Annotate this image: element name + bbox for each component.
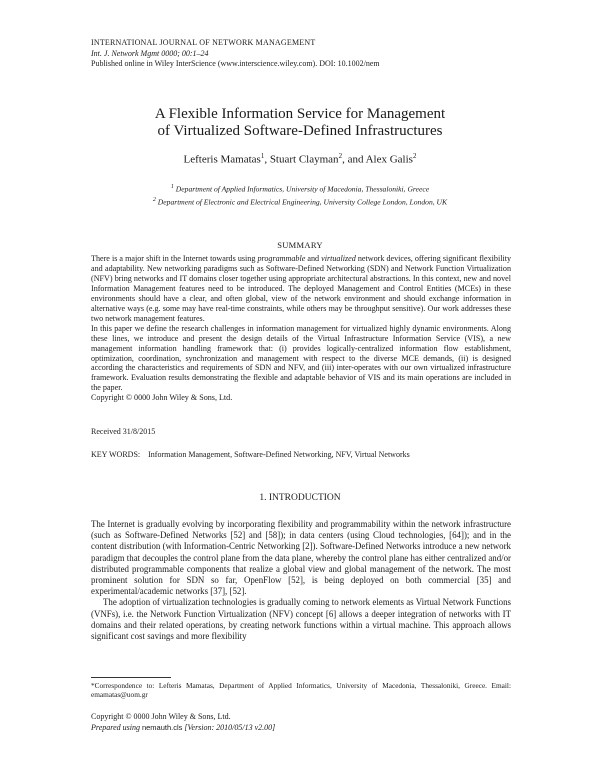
author-affil-mark: 2 (412, 152, 417, 160)
affiliations (0, 182, 600, 207)
body-paragraph-2: The adoption of virtualization technologies is gradually coming to network elements as Virtual Network Functions (VNFs), i.e. the Network Function Virtualization (NFV) concept [6] allows a deeper integration of networks with IT domains and their related operations, by creating network functions within a virtual machine. This approach allows significant cost savings and more flexibility (91, 597, 511, 642)
journal-citation: Int. J. Network Mgmt 0000; 00:1–24 (91, 48, 209, 58)
affiliation-2: $^2$ Department of Electronic and Electrical Engineering, University College London, London, UK (152, 196, 448, 207)
summary-heading: SUMMARY (277, 240, 323, 250)
author-affil-mark: 1 (260, 152, 265, 160)
keywords-value: Information Management, Software-Defined Networking, NFV, Virtual Networks (148, 450, 410, 459)
abstract-paragraph-1: There is a major shift in the Internet towards using programmable and virtualized network devices, offering significant flexibility and adaptability. New networking paradigms such as Software-Defined Networking (SDN) and Network Function Virtualization (NFV) bring networks and IT domains closer together using appropriate architectural abstractions. In this context, new and novel Information Management features need to be introduced. The deployed Management and Control Entities (MCEs) in these environments should have a clear, and often global, view of the network environment and should exchange information in alternative ways (e.g. some may have real-time constraints, while others may be throughput sensitive). Our work addresses these two network management features. (91, 254, 511, 323)
keywords-label: KEY WORDS: (91, 450, 141, 459)
page-footer (91, 712, 275, 733)
journal-header (91, 38, 380, 70)
abstract (91, 254, 511, 403)
footer-copyright: Copyright © 0000 John Wiley & Sons, Ltd. (91, 712, 231, 721)
publication-info: Published online in Wiley InterScience (www.interscience.wiley.com). DOI: 10.1002/nem (91, 59, 380, 68)
journal-name: INTERNATIONAL JOURNAL OF NETWORK MANAGEMENT (91, 38, 316, 47)
author-name: Stuart Clayman (269, 153, 339, 166)
paper-title (0, 106, 600, 140)
author-separator: , (264, 153, 270, 166)
section-heading-introduction: 1. INTRODUCTION (259, 493, 341, 503)
footer-prepared-using: Prepared using nemauth.cls [Version: 2010/05/13 v2.00] (91, 722, 276, 732)
footnote-rule (91, 677, 171, 678)
title-line-1: A Flexible Information Service for Management (154, 106, 446, 122)
introduction-body (91, 519, 511, 642)
correspondence-footnote: *Correspondence to: Lefteris Mamatas, Department of Applied Informatics, University of Macedonia, Thessaloniki, Greece. Email: emamatas@uom.gr (91, 681, 511, 700)
author-separator: , and (342, 153, 366, 166)
received-date: Received 31/8/2015 (91, 427, 156, 436)
keywords (91, 450, 410, 459)
affiliation-1: $^1$ Department of Applied Informatics, University of Macedonia, Thessaloniki, Greece (170, 184, 430, 194)
author-affil-mark: 2 (338, 152, 343, 160)
body-paragraph-1: The Internet is gradually evolving by incorporating flexibility and programmability within the network infrastructure (such as Software-Defined Networks [52] and [58]); in data centers (using Cloud technologies, [64]); and in the content distribution (with Information-Centric Networking [2]). Software-Defined Networks introduce a new network paradigm that decouples the control plane from the data plane, whereby the control plane has either centralized and/or distributed programmable components that realize a global view and global management of the network. The most prominent solution for SDN so far, OpenFlow [52], is being deployed on both commercial [35] and experimental/academic networks [37], [52]. (91, 519, 511, 597)
abstract-copyright: Copyright © 0000 John Wiley & Sons, Ltd. (91, 393, 233, 403)
author-name: Alex Galis (365, 153, 413, 166)
abstract-paragraph-2: In this paper we define the research challenges in information management for virtualized highly dynamic environments. Along these lines, we introduce and present the design details of the Virtual Infrastructure Information Service (VIS), a new management information handling framework that: (i) provides logically-centralized information flow establishment, optimization, coordination, synchronization and management with respect to the diverse MCE demands, (ii) is designed according the characteristics and requirements of SDN and NFV, and (iii) inter-operates with our own virtualized infrastructure framework. Evaluation results demonstrating the flexible and adaptable behavior of VIS and its main operations are included in the paper. (91, 323, 511, 393)
author-list (0, 152, 600, 166)
title-line-2: of Virtualized Software-Defined Infrastructures (157, 123, 443, 139)
author-name: Lefteris Mamatas (183, 153, 261, 166)
